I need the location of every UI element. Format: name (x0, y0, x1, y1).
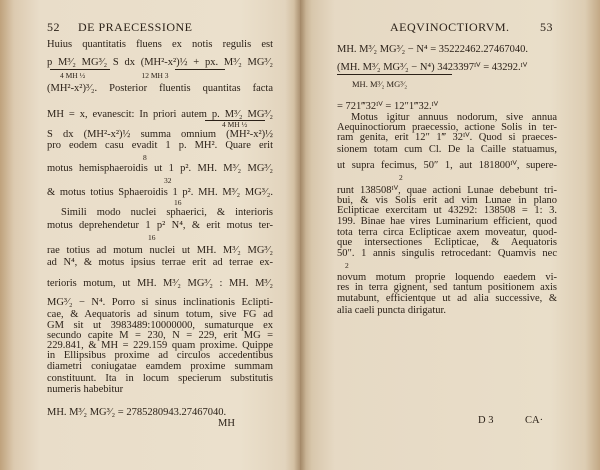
formula-line: MH. M³⁄₂ MG³⁄₂ = 2785280943.27467040. (47, 407, 227, 418)
fraction-denominator: 8 (143, 153, 147, 162)
formula-line: p M³⁄₂ MG³⁄₂ S dx (MH²-x²)½ + px. M³⁄₂ MG³⁄₂ (47, 57, 273, 68)
formula-line: = 721‴32ᴵⱽ = 12″1‴32.ᴵⱽ (337, 101, 439, 112)
formula-denominator: 4 MH ½ 12 MH 3 (60, 71, 169, 80)
text-line: 229.841, & MH = 229.159 quam proxime. Quippe (47, 340, 273, 351)
fraction-bar (337, 74, 452, 75)
catchword: MH (218, 418, 235, 429)
running-head: AEQVINOCTIORVM. (390, 20, 510, 34)
fraction-denominator: 16 (174, 198, 182, 207)
formula-line: terioris motum, ut MH. M³⁄₂ MG³⁄₂ : MH. M³⁄₂ (47, 278, 273, 289)
running-head: DE PRAECESSIONE (78, 20, 193, 34)
fraction-denominator: 2 (345, 261, 349, 270)
text-line: sionem totam cum Cl. De la Caille statuamus, (337, 144, 557, 155)
text-line: 199. Binae hae vires Luminarium efficient, quod (337, 216, 557, 227)
formula-line: motus hemisphaeroidis ut 1 p². MH. M³⁄₂ MG³⁄₂ (47, 163, 273, 174)
fraction-bar (175, 69, 225, 70)
formula-line: & motus totius Sphaeroidis 1 p². MH. M³⁄₂ MG³⁄₂. (47, 187, 273, 198)
text-line: Eclipticae exercitam ut 43292: 138508 = 1: 3. (337, 205, 557, 216)
text-line: MG³⁄₂ − N⁴. Porro si sinus inclinationis Eclipti- (47, 297, 273, 308)
text-line: que intersectiones Eclipticae, & Aequatoris (337, 237, 557, 248)
page-number: 53 (540, 20, 553, 34)
text-line: ram genita, erit 12″ 1‴ 32ᴵⱽ. Quod si praeces- (337, 132, 557, 143)
formula-line: MH. M³⁄₂ MG³⁄₂ − N⁴ = 35222462.27467040. (337, 44, 529, 55)
formula-line: MH = x, evanescit: In priori autem p. M³⁄₂ MG³⁄₂ (47, 109, 273, 120)
fraction-denominator: 16 (148, 233, 156, 242)
text-line: Aequinoctiorum praecessio, actione Solis in ter- (337, 122, 557, 133)
text-line: pro eodem casu evadit 1 p. MH². Quare erit (47, 140, 273, 151)
text-line: alia caeli puncta dirigatur. (337, 305, 447, 316)
formula-line: (MH. M³⁄₂ MG³⁄₂ − N⁴) 3423397ᴵⱽ = 43292.ᴵⱽ (337, 62, 528, 73)
text-line: cae, & Aequatoris ad sinum totum, sive FG ad (47, 309, 273, 320)
right-page (300, 0, 600, 470)
text-line: 50″. 1 annis singulis retrocedant: Quamvis nec (337, 248, 557, 259)
fraction-denominator: 32 (164, 176, 172, 185)
text-line: ut supra fecimus, 50″ 1, aut 181800ᴵⱽ, supere- (337, 160, 557, 171)
text-line: Huius quantitatis fluens ex notis regulis est (47, 39, 273, 50)
formula-denominator: MH. M³⁄₂ MG³⁄₂ (352, 79, 408, 89)
catchword: CA· (525, 415, 544, 426)
text-line: in Ellipsibus proxime ad circulos accedentibus (47, 350, 273, 361)
text-line: novum motum proprie loquendo eaedem vi- (337, 272, 557, 283)
text-line: motus deprehendetur 1 p² N⁴, & erit motus ter- (47, 220, 273, 231)
text-line: tota terra circa Eclipticae axem moveatur, quod- (337, 227, 557, 238)
text-line: constituunt. Ita in locum specierum substitutis (47, 373, 273, 384)
text-line: Simili modo nuclei sphaerici, & interioris (61, 207, 273, 218)
formula-line: S dx (MH²-x²)½ summa omnium (MH²-x²)½ (47, 129, 273, 140)
text-line: bui, & vis Solis erit ad vim Lunae in plano (337, 195, 557, 206)
fraction-bar (50, 69, 110, 70)
text-line: GM sit ut 3983489:10000000, sumaturque ex (47, 320, 273, 331)
fraction-denominator: 2 (399, 173, 403, 182)
text-line: Motus igitur annuus nodorum, sive annua (351, 112, 557, 123)
text-line: secundo capite M = 230, N = 229, erit MG = (47, 330, 273, 341)
text-line: numeris habebitur (47, 384, 124, 395)
text-line: res in terra gignent, sed tantum positionem axis (337, 282, 557, 293)
text-line: runt 138508ᴵⱽ, quae actioni Lunae debebunt tri- (337, 185, 557, 196)
text-line: (MH²-x²)³⁄₂. Posterior fluentis quantitas facta (47, 83, 273, 94)
formula-line: rae totius ad motum nuclei ut MH. M³⁄₂ MG³⁄₂ (47, 245, 273, 256)
page-number: 52 (47, 20, 60, 34)
text-line: mutabunt, efficientque ut ad alia successive, & (337, 293, 557, 304)
book-gutter (294, 0, 306, 470)
text-line: ad N⁴, & motus ipsius terrae erit ad terrae ex- (47, 257, 273, 268)
formula-denominator: 4 MH ½ (222, 120, 248, 129)
text-line: diametri coniugatae eamdem proxime summam (47, 361, 273, 372)
signature-mark: D 3 (478, 415, 494, 426)
